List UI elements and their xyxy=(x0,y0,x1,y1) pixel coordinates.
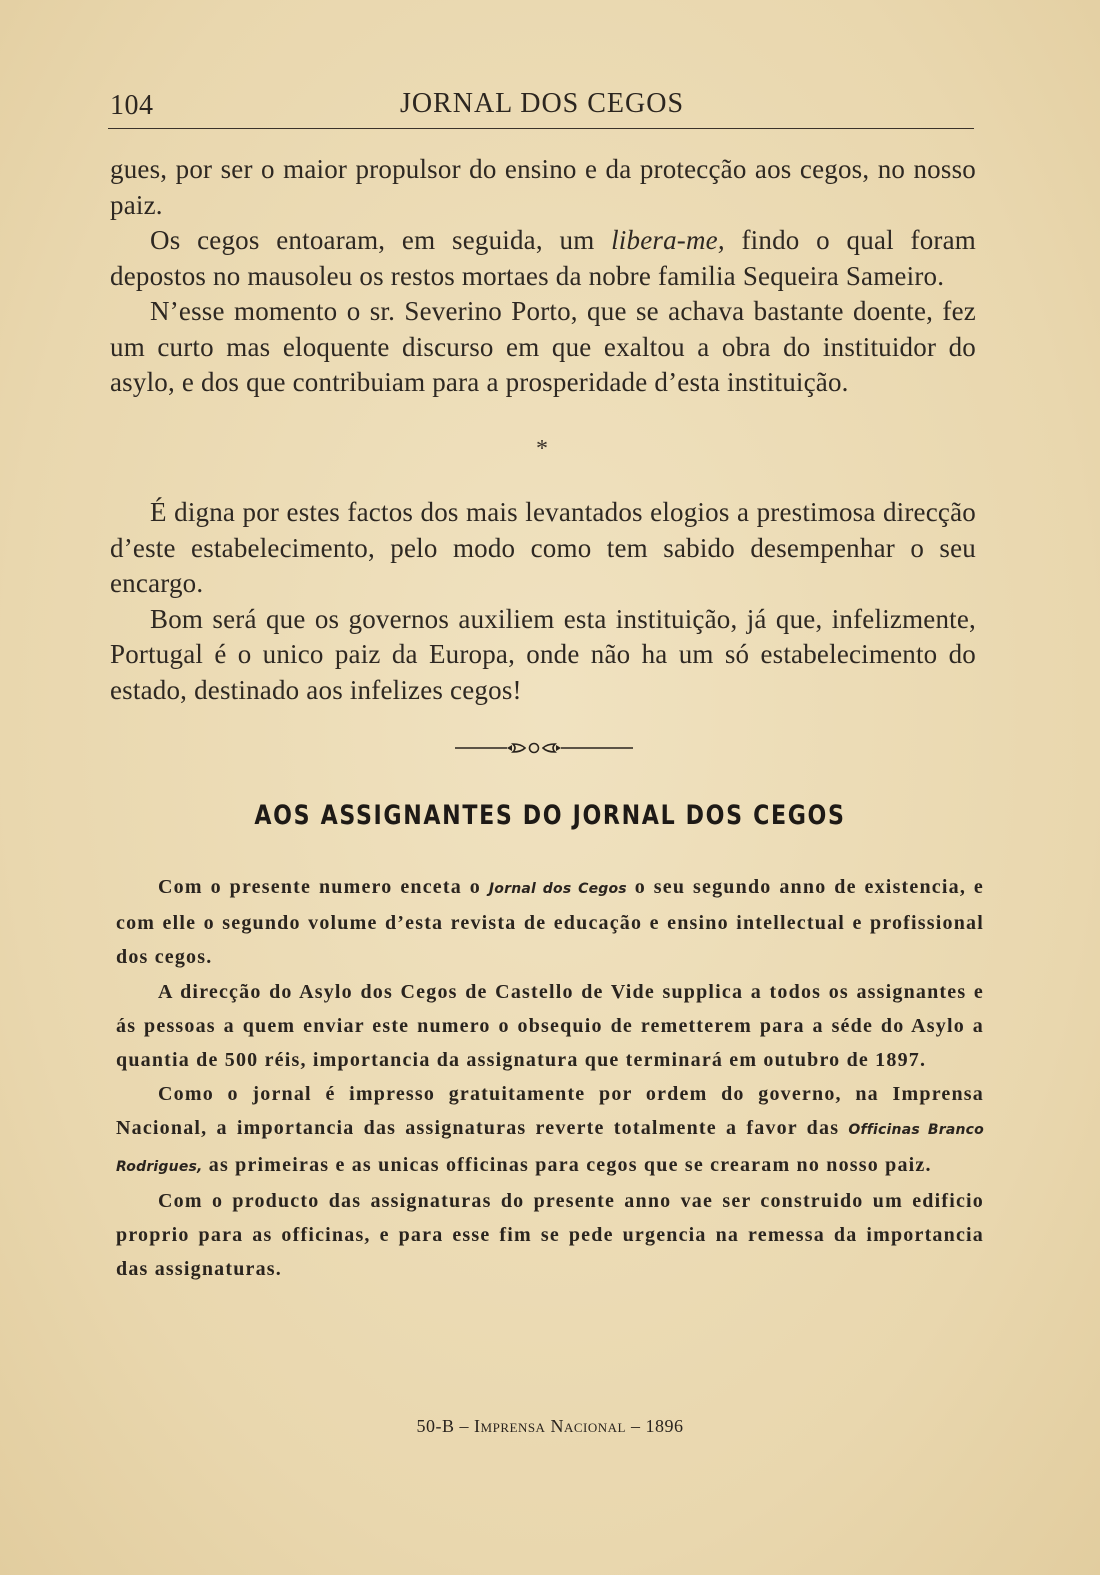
paragraph xyxy=(116,870,984,975)
paragraph: Bom será que os governos auxiliem esta instituição, já que, infelizmente, Portugal é o unico paiz da Europa, onde não ha um só estabelecimento do estado, destinado aos infelizes cegos! xyxy=(110,603,976,705)
notice-to-subscribers xyxy=(116,870,984,1286)
paragraph: É digna por estes factos dos mais levantados elogios a prestimosa direcção d’este estabelecimento, pelo modo como tem sabido desempenhar o seu encargo. xyxy=(110,497,976,598)
italic-title: Jornal dos Cegos xyxy=(488,881,627,897)
paragraph xyxy=(116,1077,984,1184)
page-header xyxy=(108,86,976,126)
italic-term: libera-me, xyxy=(611,225,725,255)
text-run: Os cegos entoaram, em seguida, um xyxy=(150,225,612,255)
text-run: as primeiras e as unicas officinas para cegos que se crearam no nosso paiz. xyxy=(202,1153,932,1176)
italic-name: Officinas Branco Rodrigues, xyxy=(116,1122,985,1175)
running-title: JORNAL DOS CEGOS xyxy=(399,88,685,119)
paragraph: gues, por ser o maior propulsor do ensino e da protecção aos cegos, no nosso paiz. xyxy=(110,154,976,220)
text-run: findo o qual foram depostos no mausoleu os restos mortaes da nobre familia Sequeira Sameiro. xyxy=(110,225,976,291)
text-run: o seu segundo anno de existencia, e com elle o segundo volume d’esta revista de educação e ensino intellectual e profissional dos cegos. xyxy=(116,876,984,969)
section-heading: AOS ASSIGNANTES DO JORNAL DOS CEGOS xyxy=(254,800,846,831)
article-conclusion xyxy=(110,495,976,708)
ornament-divider xyxy=(455,738,633,758)
header-rule xyxy=(108,128,974,129)
printer-imprint: 50-B – Imprensa Nacional – 1896 xyxy=(416,1416,684,1436)
text-run: Com o presente numero enceta o xyxy=(158,876,489,898)
paragraph: Com o producto das assignaturas do presente anno vae ser construido um edificio proprio para as officinas, e para esse fim se pede urgencia na remessa da importancia das assignaturas. xyxy=(116,1189,984,1281)
article-continuation xyxy=(110,152,976,401)
paragraph: N’esse momento o sr. Severino Porto, que se achava bastante doente, fez um curto mas eloquente discurso em que exaltou a obra do instituidor do asylo, e dos que contribuiam para a prosperidade d’esta instituição. xyxy=(110,296,976,397)
paragraph: A direcção do Asylo dos Cegos de Castello de Vide supplica a todos os assignantes e ás pessoas a quem enviar este numero o obsequio de remetterem para a séde do Asylo a quantia de 500 réis, importancia da assignatura que terminará em outubro de 1897. xyxy=(116,980,984,1072)
text-run: Como o jornal é impresso gratuitamente por ordem do governo, na Imprensa Nacional, a importancia das assignaturas reverte totalmente a favor das xyxy=(116,1083,984,1140)
page-number: 104 xyxy=(110,90,154,121)
paragraph xyxy=(110,223,976,294)
section-separator: * xyxy=(536,436,548,462)
